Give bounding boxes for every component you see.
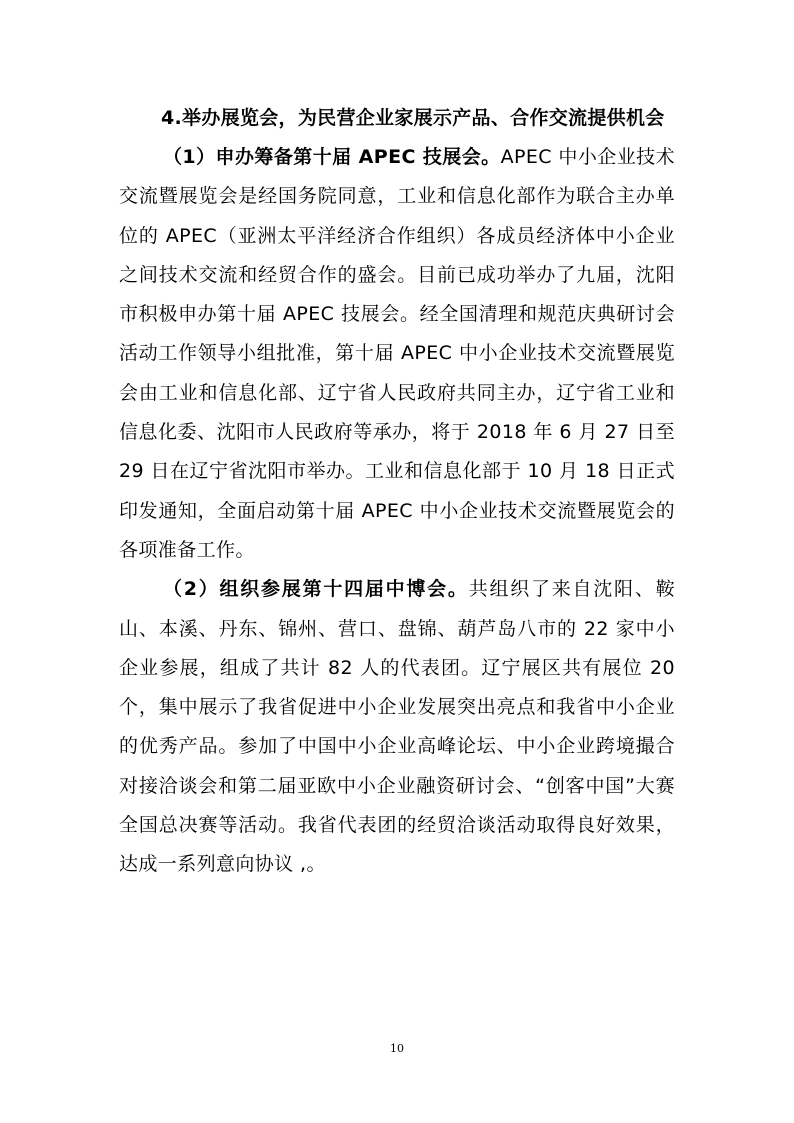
paragraph-lead: （2）组织参展第十四届中博会。 — [163, 578, 469, 601]
paragraph-expo — [119, 570, 675, 884]
body-text — [119, 98, 675, 885]
page-number: 10 — [390, 1042, 404, 1055]
paragraph-apec — [119, 138, 675, 570]
paragraph-body: APEC 中小企业技术交流暨展览会是经国务院同意，工业和信息化部作为联合主办单位的 APEC（亚洲太平洋经济合作组织）各成员经济体中小企业之间技术交流和经贸合作的盛会。目前已成功举办了九届，沈阳市积极申办第十届 APEC 技展会。经全国清理和规范庆典研讨会活动工作领导小组批准，第十届 APEC 中小企业技术交流暨展览会由工业和信息化部、辽宁省人民政府共同主办，辽宁省工业和信息化委、沈阳市人民政府等承办，将于 2018 年 6 月 27 日至 29 日在辽宁省沈阳市举办。工业和信息化部于 10 月 18 日正式印发通知，全面启动第十届 APEC 中小企业技术交流暨展览会的各项准备工作。 — [119, 146, 675, 561]
paragraph-body: 共组织了来自沈阳、鞍山、本溪、丹东、锦州、营口、盘锦、葫芦岛八市的 22 家中小企业参展，组成了共计 82 人的代表团。辽宁展区共有展位 20 个，集中展示了我省促进中小企业发展突出亮点和我省中小企业的优秀产品。参加了中国中小企业高峰论坛、中小企业跨境撮合对接洽谈会和第二届亚欧中小企业融资研讨会、“创客中国”大赛全国总决赛等活动。我省代表团的经贸洽谈活动取得良好效果，达成一系列意向协议 ,。 — [119, 578, 675, 876]
section-heading: 4.举办展览会，为民营企业家展示产品、合作交流提供机会 — [161, 107, 665, 129]
paragraph-lead: （1）申办筹备第十届 APEC 技展会。 — [163, 146, 501, 168]
